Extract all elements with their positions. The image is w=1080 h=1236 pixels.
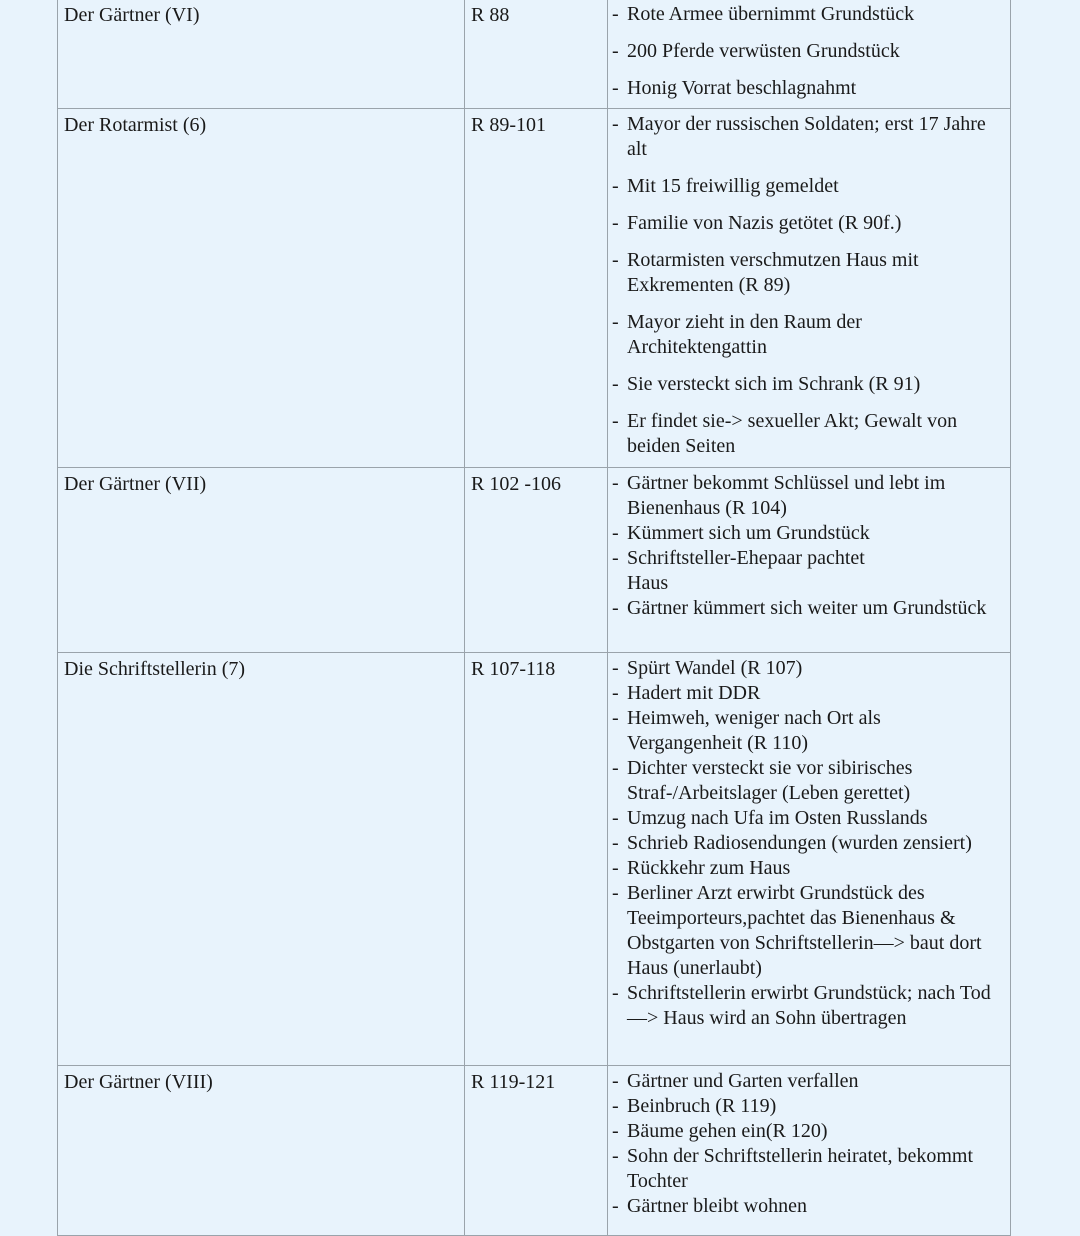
table-row xyxy=(58,109,1011,468)
table-row xyxy=(58,653,1011,1066)
chapter-title: Der Gärtner (VIII) xyxy=(64,1071,213,1093)
table-row xyxy=(58,1066,1011,1236)
note-item: - Hadert mit DDR xyxy=(612,681,1004,706)
pages-cell xyxy=(465,653,608,1066)
note-item: - Mayor zieht in den Raum der Architektengattin xyxy=(612,310,1004,360)
note-item: - Rote Armee übernimmt Grundstück xyxy=(612,2,1004,27)
pages-cell xyxy=(465,468,608,653)
chapter-cell xyxy=(58,0,465,109)
note-item: - 200 Pferde verwüsten Grundstück xyxy=(612,39,1004,64)
notes-cell xyxy=(608,0,1011,109)
note-item: - Sohn der Schriftstellerin heiratet, bekommt Tochter xyxy=(612,1144,1004,1194)
note-item: - Gärtner und Garten verfallen xyxy=(612,1069,1004,1094)
notes-list xyxy=(608,0,1010,104)
note-item: - Berliner Arzt erwirbt Grundstück des Teeimporteurs,pachtet das Bienenhaus & Obstgarten von Schriftstellerin—> baut dort Haus (unerlaubt) xyxy=(612,881,1004,981)
chapter-title: Der Gärtner (VI) xyxy=(64,4,200,26)
note-item: - Schrieb Radiosendungen (wurden zensiert) xyxy=(612,831,1004,856)
page-reference: R 88 xyxy=(471,4,510,26)
chapter-title: Der Gärtner (VII) xyxy=(64,473,207,495)
note-item: - Spürt Wandel (R 107) xyxy=(612,656,1004,681)
table-row xyxy=(58,0,1011,109)
chapter-cell xyxy=(58,468,465,653)
notes-list xyxy=(608,653,1010,1034)
note-item: - Gärtner bleibt wohnen xyxy=(612,1194,1004,1219)
table-row xyxy=(58,468,1011,653)
note-item: - Honig Vorrat beschlagnahmt xyxy=(612,76,1004,101)
chapter-cell xyxy=(58,653,465,1066)
note-item: - Gärtner kümmert sich weiter um Grundstück xyxy=(612,596,1004,621)
chapter-cell xyxy=(58,1066,465,1236)
note-item: - Dichter versteckt sie vor sibirisches Straf-/Arbeitslager (Leben gerettet) xyxy=(612,756,1004,806)
note-item: - Bäume gehen ein(R 120) xyxy=(612,1119,1004,1144)
note-item: - Er findet sie-> sexueller Akt; Gewalt von beiden Seiten xyxy=(612,409,1004,459)
note-item: - Gärtner bekommt Schlüssel und lebt im Bienenhaus (R 104) xyxy=(612,471,1004,521)
note-item: - Familie von Nazis getötet (R 90f.) xyxy=(612,211,1004,236)
page-reference: R 107-118 xyxy=(471,658,556,680)
note-item: - Umzug nach Ufa im Osten Russlands xyxy=(612,806,1004,831)
notes-list xyxy=(608,1066,1010,1222)
note-item: - Heimweh, weniger nach Ort als Vergangenheit (R 110) xyxy=(612,706,1004,756)
note-item: - Schriftsteller-Ehepaar pachtet Haus xyxy=(612,546,1004,596)
notes-cell xyxy=(608,1066,1011,1236)
chapter-summary-table xyxy=(57,0,1011,1236)
notes-list xyxy=(608,468,1010,624)
page-reference: R 119-121 xyxy=(471,1071,556,1093)
note-item: - Schriftstellerin erwirbt Grundstück; nach Tod —> Haus wird an Sohn übertragen xyxy=(612,981,1004,1031)
notes-cell xyxy=(608,653,1011,1066)
pages-cell xyxy=(465,109,608,468)
notes-cell xyxy=(608,468,1011,653)
chapter-title: Der Rotarmist (6) xyxy=(64,114,207,136)
chapter-cell xyxy=(58,109,465,468)
note-item: - Mayor der russischen Soldaten; erst 17 Jahre alt xyxy=(612,112,1004,162)
notes-cell xyxy=(608,109,1011,468)
note-item: - Rückkehr zum Haus xyxy=(612,856,1004,881)
note-item: - Beinbruch (R 119) xyxy=(612,1094,1004,1119)
page-reference: R 102 -106 xyxy=(471,473,561,495)
note-item: - Mit 15 freiwillig gemeldet xyxy=(612,174,1004,199)
note-item: - Sie versteckt sich im Schrank (R 91) xyxy=(612,372,1004,397)
pages-cell xyxy=(465,0,608,109)
pages-cell xyxy=(465,1066,608,1236)
notes-list xyxy=(608,109,1010,462)
note-item: - Rotarmisten verschmutzen Haus mit Exkrementen (R 89) xyxy=(612,248,1004,298)
chapter-title: Die Schriftstellerin (7) xyxy=(64,658,246,680)
page-reference: R 89-101 xyxy=(471,114,546,136)
note-item: - Kümmert sich um Grundstück xyxy=(612,521,1004,546)
